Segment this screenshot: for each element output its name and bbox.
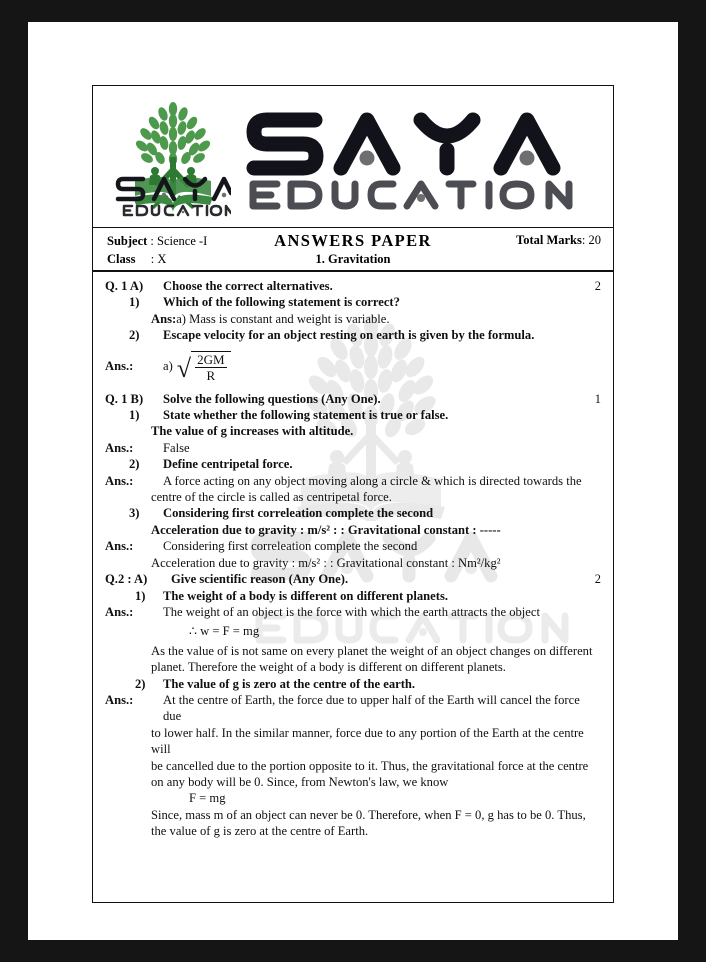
question-body: [93, 272, 613, 840]
total-marks-label: Total Marks: [516, 233, 582, 247]
q1a-item-2: [93, 327, 613, 343]
q1b-item-1-num: 1): [129, 408, 140, 423]
q1b-item-2-answer: [93, 473, 613, 489]
q2a-ans1-text: The weight of an object is the force with which the earth attracts the object: [163, 604, 540, 619]
q1b-item-3: [93, 505, 613, 521]
q1a-item-2-num: 2): [129, 328, 140, 343]
document-page: [28, 22, 678, 940]
q2a-ans1-cont-2: [93, 659, 613, 675]
q1b-ans1-text: False: [163, 440, 190, 455]
q2a-item-2: [93, 676, 613, 692]
q1b-label: Q. 1 B): [105, 391, 144, 406]
q1b-ans2-cont: [93, 489, 613, 505]
q1a-item-1-text: Which of the following statement is correct?: [163, 295, 400, 310]
q2a-ans1-cont-2-text: planet. Therefore the weight of a body is different on different planets.: [151, 660, 506, 675]
q1b-item-3-answer: [93, 538, 613, 554]
q2a-ans2-cont-3: [93, 774, 613, 790]
q2a-ans2-label: Ans.:: [105, 692, 134, 707]
q2a-equation-2-text: F = mg: [189, 791, 226, 806]
sqrt-expression: [177, 351, 231, 383]
q1b-marks: 1: [594, 391, 601, 406]
q2a-ans2-cont-1: [93, 725, 613, 758]
q2a-equation-2: [93, 790, 613, 806]
class-label: Class: [107, 252, 136, 266]
subject-value: : Science -I: [150, 234, 208, 248]
q2a-item-1-answer: [93, 604, 613, 620]
q1b-item-3-cont: [93, 522, 613, 538]
q2a-equation-1-text: ∴ w = F = mg: [189, 624, 260, 639]
q2a-ans2-cont-4: [93, 807, 613, 823]
q1a-title: Choose the correct alternatives.: [163, 279, 333, 293]
paper-title: ANSWERS PAPER: [274, 231, 432, 250]
q1a-item-2-text: Escape velocity for an object resting on earth is given by the formula.: [163, 328, 535, 343]
q2a-marks: 2: [594, 572, 601, 587]
q1b-ans3-label: Ans.:: [105, 539, 134, 554]
q1b-item-1: [93, 407, 613, 423]
logo-band: [93, 86, 613, 228]
q1a-formula-option: a): [163, 359, 173, 374]
small-wordmark-saya-education: [105, 172, 231, 218]
chapter-name: 1. Gravitation: [315, 252, 391, 266]
q2a-title: Give scientific reason (Any One).: [171, 572, 349, 587]
q2a-ans2-cont-2-text: be cancelled due to the portion opposite to it. Thus, the gravitational force at the centre: [151, 758, 589, 773]
q1b-ans3-text: Considering first correleation complete the second: [163, 539, 418, 554]
q1b-item-2-num: 2): [129, 457, 140, 472]
q1b-item-3-num: 3): [129, 506, 140, 521]
q2a-ans2-cont-5: [93, 823, 613, 839]
question-heading-q2a: [93, 571, 613, 587]
q2a-item-1-num: 1): [135, 588, 146, 603]
total-marks-value: : 20: [581, 233, 601, 247]
big-wordmark-saya-education: [243, 104, 599, 212]
q1b-item-3-cont-text: Acceleration due to gravity : m/s² : : Gravitational constant : -----: [151, 522, 501, 537]
q2a-ans2-cont-1-text: to lower half. In the similar manner, force due to any portion of the Earth at the centre will: [151, 725, 584, 757]
q1a-formula-ans-label: Ans.:: [105, 359, 134, 374]
q2a-ans2-cont-4-text: Since, mass m of an object can never be 0. Therefore, when F = 0, g has to be 0. Thus,: [151, 807, 586, 822]
q1a-item-1-answer: [93, 311, 613, 327]
q2a-equation-1: [93, 623, 613, 639]
exam-meta-band: [93, 228, 613, 272]
q1b-item-1-cont: [93, 423, 613, 439]
q2a-item-1: [93, 588, 613, 604]
q2a-label: Q.2 : A): [105, 572, 148, 587]
q1b-ans1-label: Ans.:: [105, 440, 134, 455]
q1b-ans2-text: A force acting on any object moving along a circle & which is directed towards the: [163, 473, 582, 488]
q1b-item-2: [93, 456, 613, 472]
q1b-ans2-cont-text: centre of the circle is called as centripetal force.: [151, 490, 392, 505]
q1b-item-1-cont-text: The value of g increases with altitude.: [151, 424, 354, 439]
q1b-item-3-text: Considering first correleation complete the second: [163, 506, 434, 521]
q1b-ans3-cont: [93, 555, 613, 571]
q1b-ans3-cont-text: Acceleration due to gravity : m/s² : : Gravitational constant : Nm²/kg²: [151, 555, 501, 570]
total-marks-block: [516, 233, 601, 248]
q1b-title: Solve the following questions (Any One).: [163, 391, 381, 406]
fraction-numerator: 2GM: [197, 351, 225, 367]
q1a-formula-row: [93, 344, 613, 388]
q1b-ans2-label: Ans.:: [105, 473, 134, 488]
q2a-ans1-label: Ans.:: [105, 604, 134, 619]
q1b-item-1-answer: [93, 440, 613, 456]
q1a-item-1: [93, 294, 613, 310]
q2a-item-2-text: The value of g is zero at the centre of the earth.: [163, 676, 416, 691]
q2a-ans1-cont-1-text: As the value of is not same on every planet the weight of an object changes on different: [151, 643, 593, 658]
q1b-item-2-text: Define centripetal force.: [163, 457, 293, 472]
radicand-fraction: [191, 351, 230, 383]
q2a-ans2-cont-5-text: the value of g is zero at the centre of Earth.: [151, 824, 369, 839]
q2a-item-1-text: The weight of a body is different on different planets.: [163, 588, 448, 603]
question-heading-q1a: [93, 278, 613, 294]
q2a-item-2-num: 2): [135, 676, 146, 691]
radical-sign: √: [176, 353, 192, 383]
class-value: : X: [150, 252, 167, 266]
q2a-ans2-cont-3-text: on any body will be 0. Since, from Newton's law, we know: [151, 774, 449, 789]
q2a-item-2-answer: [93, 692, 613, 725]
q2a-ans2-text: At the centre of Earth, the force due to upper half of the Earth will cancel the force due: [163, 692, 580, 724]
question-heading-q1b: [93, 391, 613, 407]
q1a-ans-prefix: Ans:: [151, 311, 177, 326]
q2a-ans1-cont-1: [93, 643, 613, 659]
q1a-marks: 2: [594, 279, 601, 293]
answer-sheet: [92, 85, 614, 903]
fraction-denominator: R: [195, 367, 226, 383]
q2a-ans2-cont-2: [93, 758, 613, 774]
subject-label: Subject: [107, 234, 148, 248]
q1b-item-1-text: State whether the following statement is true or false.: [163, 408, 449, 423]
q1a-label: Q. 1 A): [105, 279, 144, 293]
q1a-item-1-num: 1): [129, 295, 140, 310]
q1a-ans-text: a) Mass is constant and weight is variable.: [176, 311, 390, 326]
